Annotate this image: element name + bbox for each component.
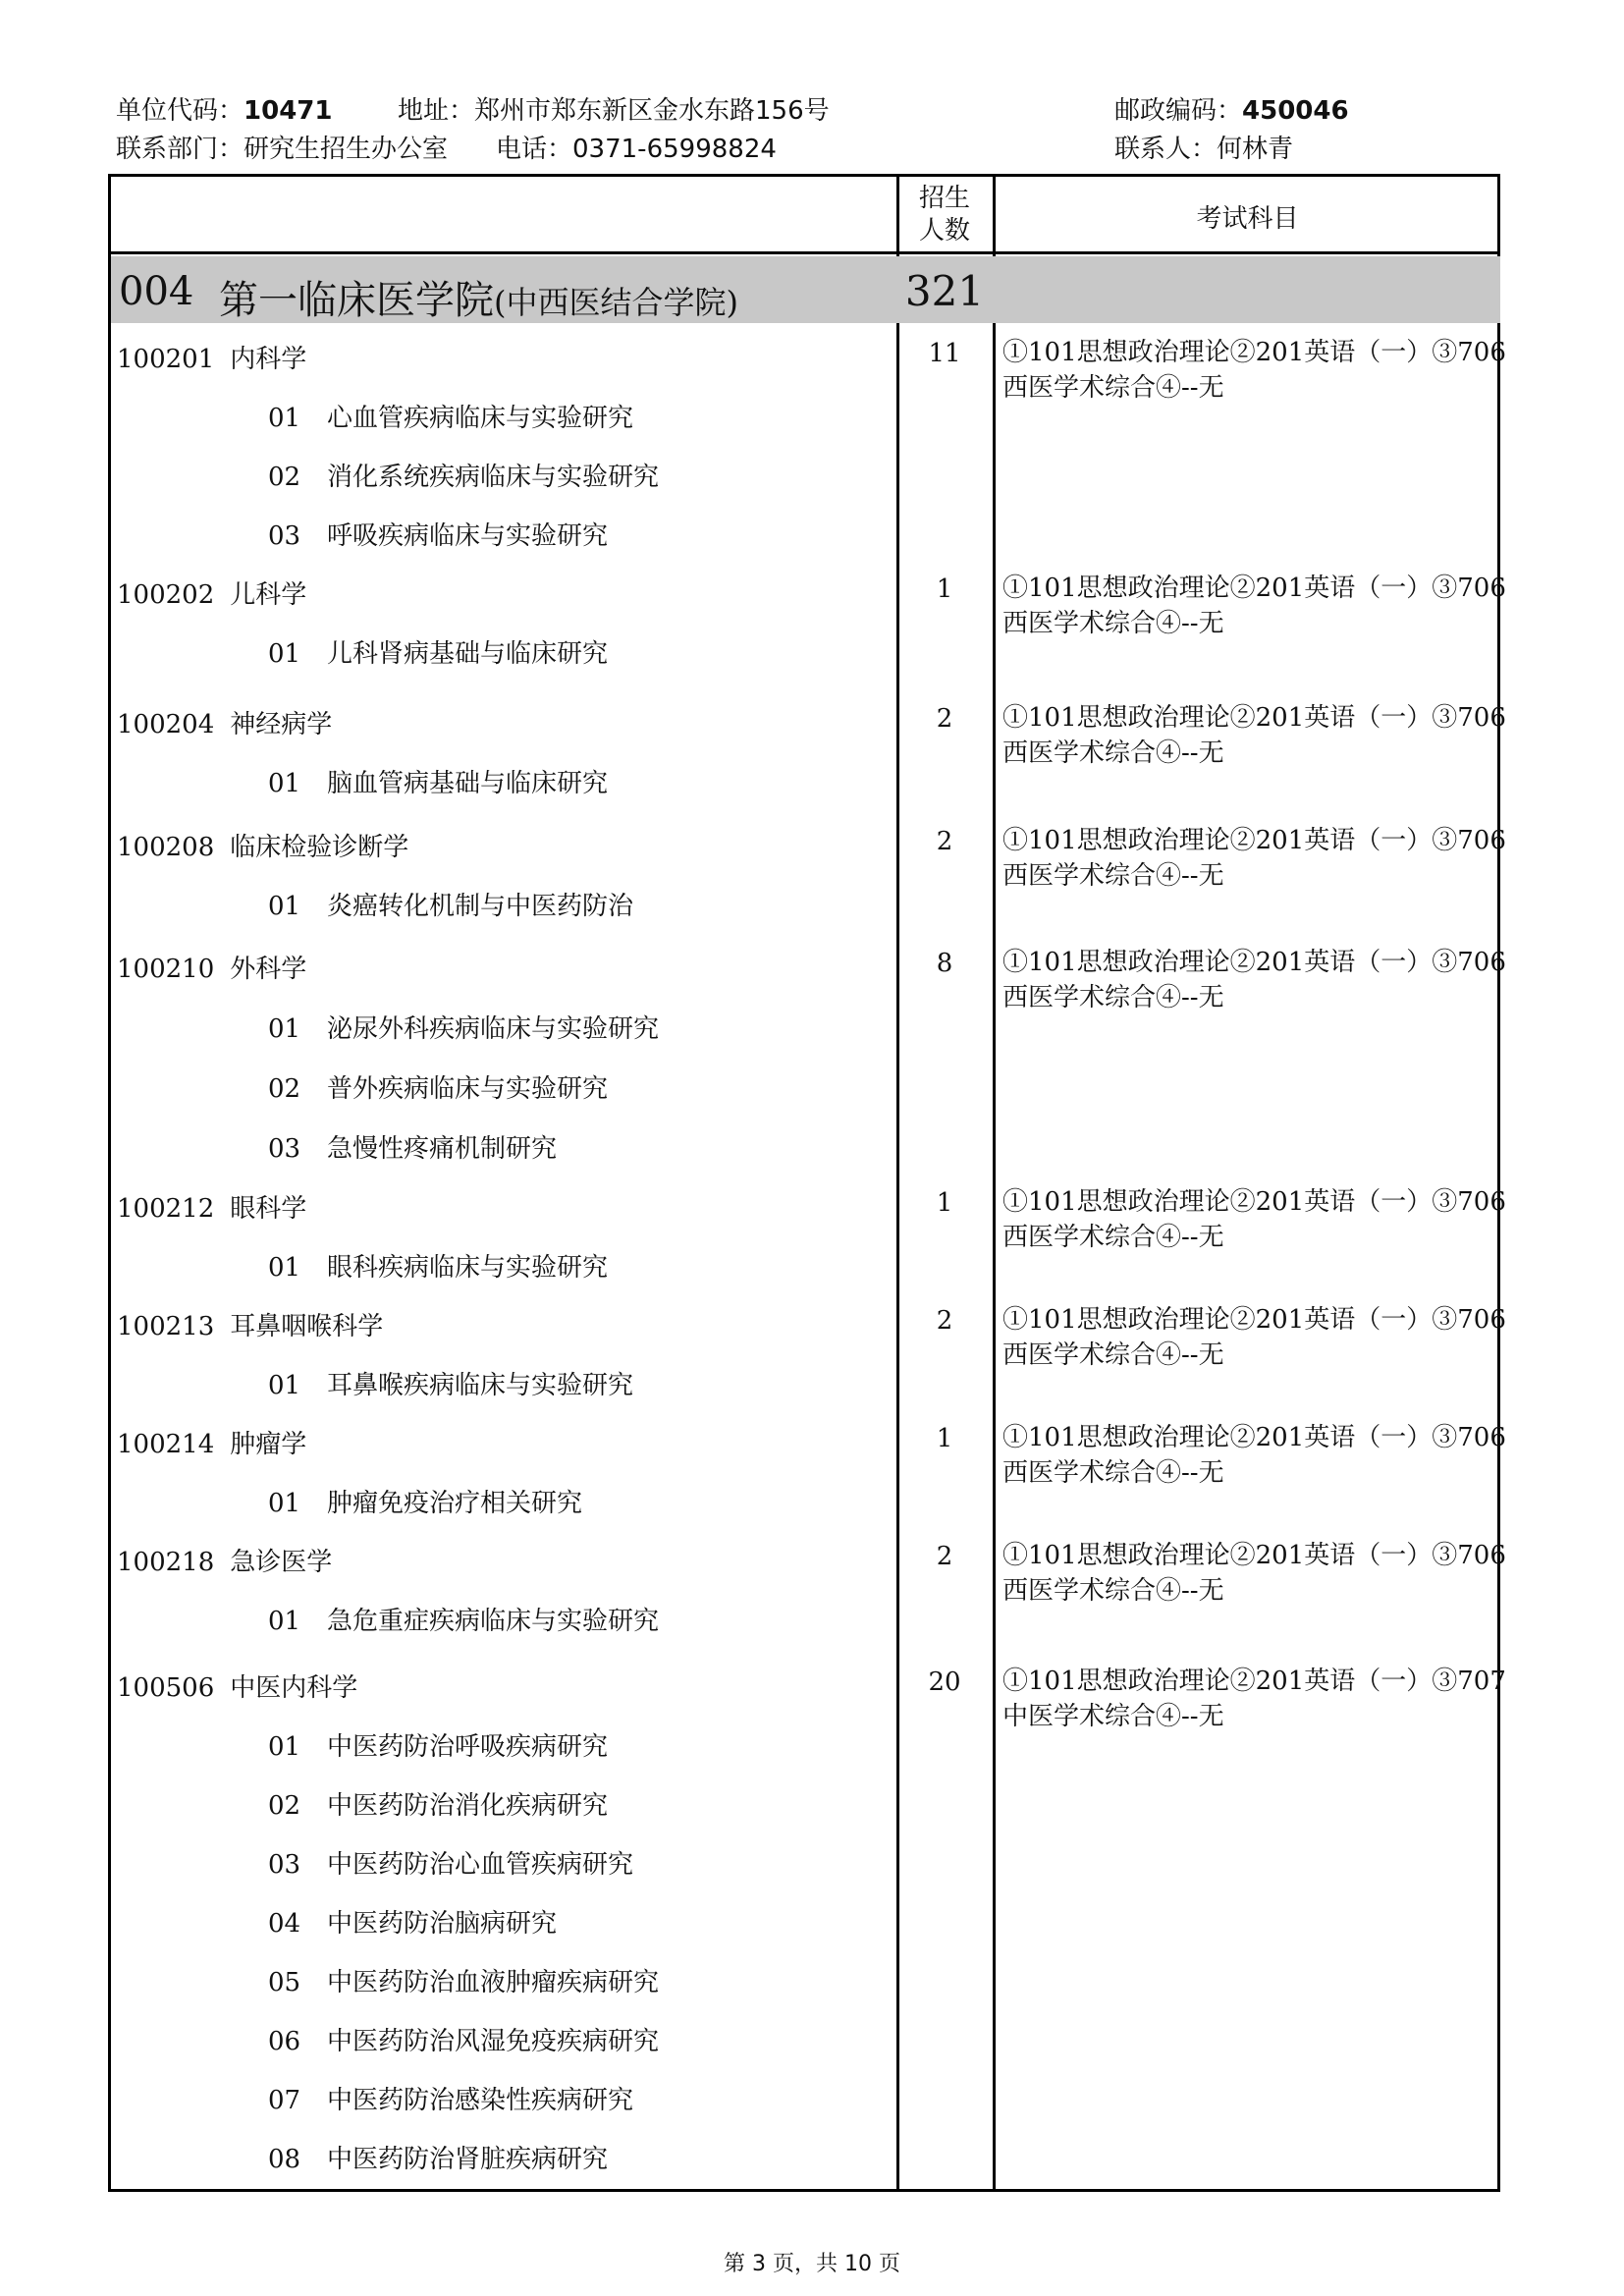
page-footer: 第 3 页，共 10 页 [724,2252,900,2276]
direction-row [268,398,633,434]
major-row [117,1667,357,1704]
unit-code-line [116,90,332,127]
direction-number: 01 [268,639,301,669]
major-name: 肿瘤学 [230,1430,307,1459]
direction-name: 中医药防治肾脏疾病研究 [327,2145,609,2174]
direction-name: 中医药防治感染性疾病研究 [327,2086,634,2115]
college-suffix: (中西医结合学院) [494,284,738,321]
major-exam-subjects: ①101思想政治理论②201英语（一）③706西医学术综合④--无 [1002,1305,1506,1370]
direction-name: 中医药防治消化疾病研究 [327,1791,609,1821]
direction-row [268,457,659,493]
direction-number: 07 [268,2086,301,2115]
college-name [219,269,738,325]
direction-row [268,516,608,552]
major-code: 100201 [117,345,215,374]
major-code: 100212 [117,1194,215,1224]
major-exam-subjects: ①101思想政治理论②201英语（一）③706西医学术综合④--无 [1002,703,1506,768]
direction-row [268,1128,557,1165]
col-subject-header: 考试科目 [1196,204,1299,234]
major-code: 100210 [117,955,215,984]
major-row [117,949,306,985]
major-name: 内科学 [230,345,307,374]
column-divider [993,177,996,2189]
college-name-text: 第一临床医学院 [219,278,494,323]
direction-row [268,1068,608,1105]
direction-number: 03 [268,1134,301,1164]
direction-name: 肿瘤免疫治疗相关研究 [327,1489,583,1518]
header-divider [111,251,1497,254]
direction-name: 脑血管病基础与临床研究 [327,769,609,798]
major-exam-subjects: ①101思想政治理论②201英语（一）③706西医学术综合④--无 [1002,1423,1506,1488]
postcode: 450046 [1242,96,1349,126]
direction-row [268,1365,633,1401]
direction-number: 01 [268,1014,301,1044]
direction-number: 05 [268,1968,301,1997]
direction-row [268,1726,608,1763]
direction-number: 01 [268,1489,301,1518]
direction-number: 02 [268,1791,301,1821]
direction-number: 03 [268,1850,301,1880]
major-code: 100506 [117,1673,215,1703]
major-exam-subjects: ①101思想政治理论②201英语（一）③706西医学术综合④--无 [1002,338,1506,403]
direction-name: 中医药防治脑病研究 [327,1909,558,1939]
postcode-line [1114,90,1349,127]
major-code: 100213 [117,1312,215,1341]
dept-line [116,129,448,165]
direction-row [268,1903,557,1940]
address-label: 地址： [398,96,475,126]
direction-name: 中医药防治呼吸疾病研究 [327,1732,609,1762]
major-name: 外科学 [230,955,307,984]
direction-number: 01 [268,1607,301,1636]
direction-row [268,2080,633,2116]
major-code: 100202 [117,580,215,610]
major-count: 2 [936,827,953,856]
major-name: 临床检验诊断学 [230,833,409,862]
direction-name: 中医药防治血液肿瘤疾病研究 [327,1968,660,1997]
college-code: 004 [119,269,194,314]
direction-row [268,2139,608,2175]
contact: 何林青 [1217,135,1294,164]
catalog-table [108,174,1506,2192]
major-exam-subjects: ①101思想政治理论②201英语（一）③706西医学术综合④--无 [1002,1541,1506,1606]
major-row [117,1306,383,1342]
major-row [117,1188,306,1225]
major-row [117,1424,306,1460]
major-row [117,574,306,611]
direction-name: 急危重症疾病临床与实验研究 [327,1607,660,1636]
direction-number: 08 [268,2145,301,2174]
col-count-line1: 招生 [918,184,970,213]
unit-code: 10471 [244,96,333,126]
direction-name: 炎癌转化机制与中医药防治 [327,892,634,921]
direction-name: 心血管疾病临床与实验研究 [327,404,634,433]
direction-row [268,1009,659,1045]
direction-number: 04 [268,1909,301,1939]
direction-row [268,633,608,670]
contact-label: 联系人： [1114,135,1218,164]
direction-number: 06 [268,2027,301,2056]
major-count: 2 [936,1542,953,1571]
major-count: 1 [936,1188,953,1218]
direction-row [268,1962,659,1998]
column-divider [896,177,899,2189]
major-code: 100204 [117,710,215,739]
major-row [117,827,408,863]
direction-number: 01 [268,1371,301,1400]
direction-row [268,1247,608,1284]
direction-number: 02 [268,1074,301,1104]
contact-line [1114,129,1293,165]
direction-row [268,886,633,922]
major-row [117,1542,332,1578]
direction-number: 01 [268,404,301,433]
direction-row [268,763,608,799]
direction-row [268,1601,659,1637]
phone: 0371-65998824 [572,135,777,164]
major-name: 耳鼻咽喉科学 [230,1312,384,1341]
direction-row [268,1483,582,1519]
major-count: 11 [928,339,961,368]
major-exam-subjects: ①101思想政治理论②201英语（一）③706西医学术综合④--无 [1002,826,1506,891]
major-code: 100218 [117,1548,215,1577]
direction-name: 普外疾病临床与实验研究 [327,1074,609,1104]
major-name: 急诊医学 [230,1548,333,1577]
direction-number: 01 [268,892,301,921]
direction-row [268,1785,608,1822]
major-row [117,704,332,740]
direction-number: 01 [268,1732,301,1762]
major-exam-subjects: ①101思想政治理论②201英语（一）③706西医学术综合④--无 [1002,1187,1506,1252]
major-count: 1 [936,574,953,604]
direction-number: 01 [268,769,301,798]
address-line [398,90,830,127]
major-exam-subjects: ①101思想政治理论②201英语（一）③706西医学术综合④--无 [1002,948,1506,1012]
direction-name: 呼吸疾病临床与实验研究 [327,521,609,551]
direction-name: 儿科肾病基础与临床研究 [327,639,609,669]
direction-number: 03 [268,521,301,551]
direction-row [268,1844,633,1881]
col-count-line2: 人数 [918,216,970,246]
major-code: 100208 [117,833,215,862]
major-count: 1 [936,1424,953,1453]
direction-name: 耳鼻喉疾病临床与实验研究 [327,1371,634,1400]
direction-name: 中医药防治风湿免疫疾病研究 [327,2027,660,2056]
phone-label: 电话： [496,135,573,164]
direction-name: 中医药防治心血管疾病研究 [327,1850,634,1880]
postcode-label: 邮政编码： [1114,96,1243,126]
major-exam-subjects: ①101思想政治理论②201英语（一）③706西医学术综合④--无 [1002,574,1506,638]
unit-code-label: 单位代码： [116,96,244,126]
direction-number: 01 [268,1253,301,1283]
major-count: 20 [928,1667,961,1697]
direction-name: 消化系统疾病临床与实验研究 [327,463,660,492]
direction-number: 02 [268,463,301,492]
major-code: 100214 [117,1430,215,1459]
major-name: 神经病学 [230,710,333,739]
phone-line [496,129,777,165]
direction-name: 急慢性疼痛机制研究 [327,1134,558,1164]
dept-label: 联系部门： [116,135,244,164]
direction-row [268,2021,659,2057]
major-name: 眼科学 [230,1194,307,1224]
major-exam-subjects: ①101思想政治理论②201英语（一）③707中医学术综合④--无 [1002,1667,1506,1731]
major-count: 8 [936,949,953,978]
direction-name: 泌尿外科疾病临床与实验研究 [327,1014,660,1044]
college-count: 321 [904,267,985,315]
major-row [117,339,306,375]
dept: 研究生招生办公室 [244,135,449,164]
major-name: 儿科学 [230,580,307,610]
major-name: 中医内科学 [230,1673,358,1703]
col-count-header [896,183,993,247]
direction-name: 眼科疾病临床与实验研究 [327,1253,609,1283]
major-count: 2 [936,1306,953,1336]
major-count: 2 [936,704,953,734]
address: 郑州市郑东新区金水东路156号 [474,96,830,126]
